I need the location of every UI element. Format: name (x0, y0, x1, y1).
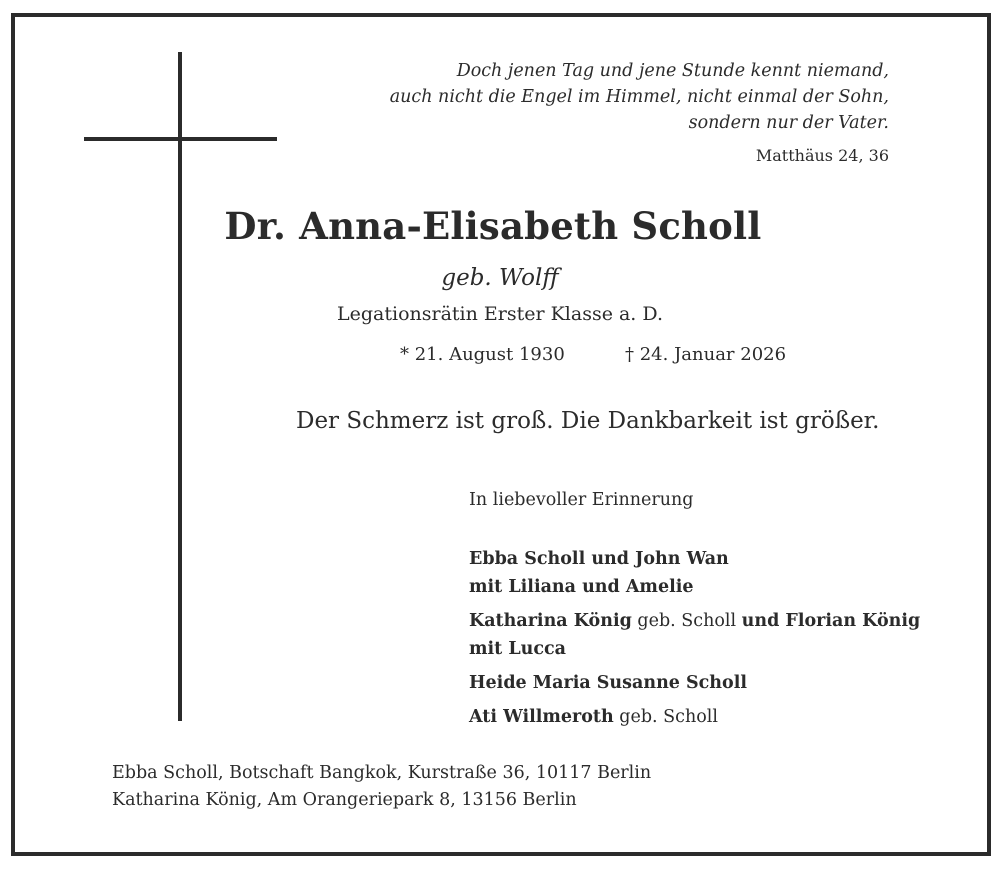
bible-quote (390, 58, 889, 136)
mourner-nee: geb. Scholl (631, 611, 742, 631)
mourner-children: mit Lucca (469, 639, 567, 659)
maiden-name: geb. Wolff (441, 265, 559, 291)
mourner-entry (469, 703, 920, 731)
birth-date: * 21. August 1930 (400, 344, 565, 365)
mourner-name: Heide Maria Susanne Scholl (469, 673, 748, 693)
cross-icon-vertical-bar (178, 52, 182, 721)
mourner-partner: und Florian König (741, 611, 921, 631)
mourner-nee: geb. Scholl (613, 707, 718, 727)
quote-line: Doch jenen Tag und jene Stunde kennt niemand, (456, 61, 889, 81)
mourner-children: mit Liliana und Amelie (469, 577, 694, 597)
quote-line: sondern nur der Vater. (688, 113, 889, 133)
contact-addresses (112, 760, 651, 814)
mourner-name: Katharina König (469, 611, 632, 631)
death-date: † 24. Januar 2026 (625, 344, 787, 365)
address-line: Ebba Scholl, Botschaft Bangkok, Kurstraße 36, 10117 Berlin (112, 763, 652, 783)
mourner-name: Ebba Scholl und John Wan (469, 549, 729, 569)
deceased-name-block (86, 204, 900, 248)
address-line: Katharina König, Am Orangeriepark 8, 13156 Berlin (112, 790, 577, 810)
motto: Der Schmerz ist groß. Die Dankbarkeit ist größer. (296, 408, 880, 434)
mourner-entry (469, 545, 920, 601)
quote-reference: Matthäus 24, 36 (755, 146, 889, 165)
cross-icon-horizontal-bar (84, 137, 277, 141)
deceased-name: Dr. Anna-Elisabeth Scholl (224, 204, 762, 248)
deceased-title: Legationsrätin Erster Klasse a. D. (337, 303, 663, 325)
mourners-list (469, 545, 920, 737)
mourner-name: Ati Willmeroth (469, 707, 614, 727)
quote-line: auch nicht die Engel im Himmel, nicht einmal der Sohn, (389, 87, 889, 107)
mourner-entry (469, 607, 920, 663)
memory-line: In liebevoller Erinnerung (469, 490, 694, 510)
mourner-entry (469, 669, 920, 697)
